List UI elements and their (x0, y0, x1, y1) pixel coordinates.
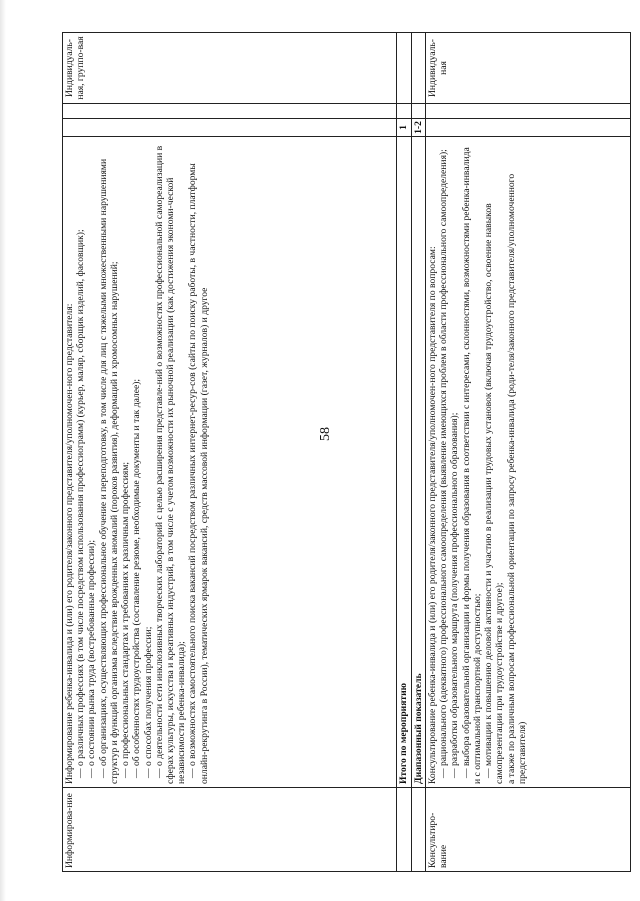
list-item: — мотивации к повышению деловой активности и участию в реализации трудовых установок (включая трудоустройство, освоение навыков самопрезентации при трудоустройстве и другое); (483, 203, 506, 784)
list-item: — о состоянии рынка труда (востребованные профессии); (86, 539, 98, 778)
empty-cell (396, 33, 411, 104)
empty-cell (411, 788, 425, 872)
empty-cell (411, 33, 425, 104)
table-row (411, 33, 425, 872)
list-item: — рационального (адекватного) профессионального самоопределения (выявление имеющихся проблем в области профессионального самоопределения); (438, 149, 450, 778)
empty-cell (396, 104, 411, 119)
list-item: — о деятельности сети инклюзивных творческих лабораторий с целью расширения представле-ний о возможностях профессиональной самореализации в сферах культуры, искусства и креативных индустрий, в том числе с учетом возможности их рыночной реализации (как достижения экономи-ческой независимости ребенка-инвалида); (153, 145, 188, 784)
list-item: — о возможностях самостоятельного поиска вакансий посредством различных интернет-ресур-сов (сайты по поиску работы, в частности, платформы онлайн-рекрутинга в России), тематических ярмарок вакансий, средств массовой информации (газет, журналов) и другое (187, 163, 210, 784)
range-value: 1-2 (411, 119, 425, 137)
scan-shadow (0, 0, 6, 901)
empty-cell (411, 104, 425, 119)
list-item: — разработки образовательного маршрута (получения профессионального образования); (449, 412, 461, 778)
consult-title: Консультирование ребенка-инвалида и (или) его родителя/законного представителя/уполномочен-ного представителя по вопросам: (426, 246, 438, 784)
range-label: Диапазонный показатель (411, 137, 425, 788)
empty-cell (425, 119, 630, 137)
measures-table (62, 32, 631, 872)
activity-name-cell: Информирова-ние (63, 788, 397, 872)
list-item: — об организациях, осуществляющих профессиональное обучение и переподготовку, в том числе для лиц с тяжелыми множественными нарушениями структур и функций организма вследствие врожденных аномалий (пороков развития), деформаций и хромосомных нарушений; (97, 158, 120, 784)
info-title: Информирование ребенка-инвалида и (или) его родителя/законного представителя/уполномочен-ного представителя: (64, 303, 75, 784)
list-item: — о способах получения профессии; (142, 626, 154, 778)
table-row (396, 33, 411, 872)
list-item: — о профессиональных стандартах и требованиях к различным профессиям; (120, 461, 132, 778)
activity-content-cell (63, 137, 397, 788)
page-number: 58 (318, 427, 333, 441)
activity-content-cell (425, 137, 630, 788)
empty-cell (425, 104, 630, 119)
list-item: а также по различным вопросам профессиональной ориентации по запросу ребенка-инвалида (роди-теля/законного представителя/уполномоченного представителя) (505, 173, 528, 784)
empty-cell (63, 104, 397, 119)
rotated-table-wrapper (62, 32, 631, 872)
list-item: — о различных профессиях (в том числе посредством использования профессиограмм) (курьер, маляр, сборщик изделий, фасовщик); (75, 229, 87, 778)
list-item: — выбора образовательной организации и формы получения образования в соответствии с интересами, склонностями, возможностями ребенка-инвалида и с оптимальной транспортной доступностью; (460, 147, 483, 784)
empty-cell (396, 788, 411, 872)
form-cell: Индивидуаль-ная (425, 33, 630, 104)
total-value: 1 (396, 119, 411, 137)
table-row (425, 33, 630, 872)
total-label: Итого по мероприятию (396, 137, 411, 788)
activity-name-cell: Консультиро-вание (425, 788, 630, 872)
form-cell: Индивидуаль-ная, группо-вая (63, 33, 397, 104)
list-item: — об особенностях трудоустройства (составление резюме, необходимые документы и так далее); (131, 378, 143, 778)
empty-cell (63, 119, 397, 137)
table-row (63, 33, 397, 872)
